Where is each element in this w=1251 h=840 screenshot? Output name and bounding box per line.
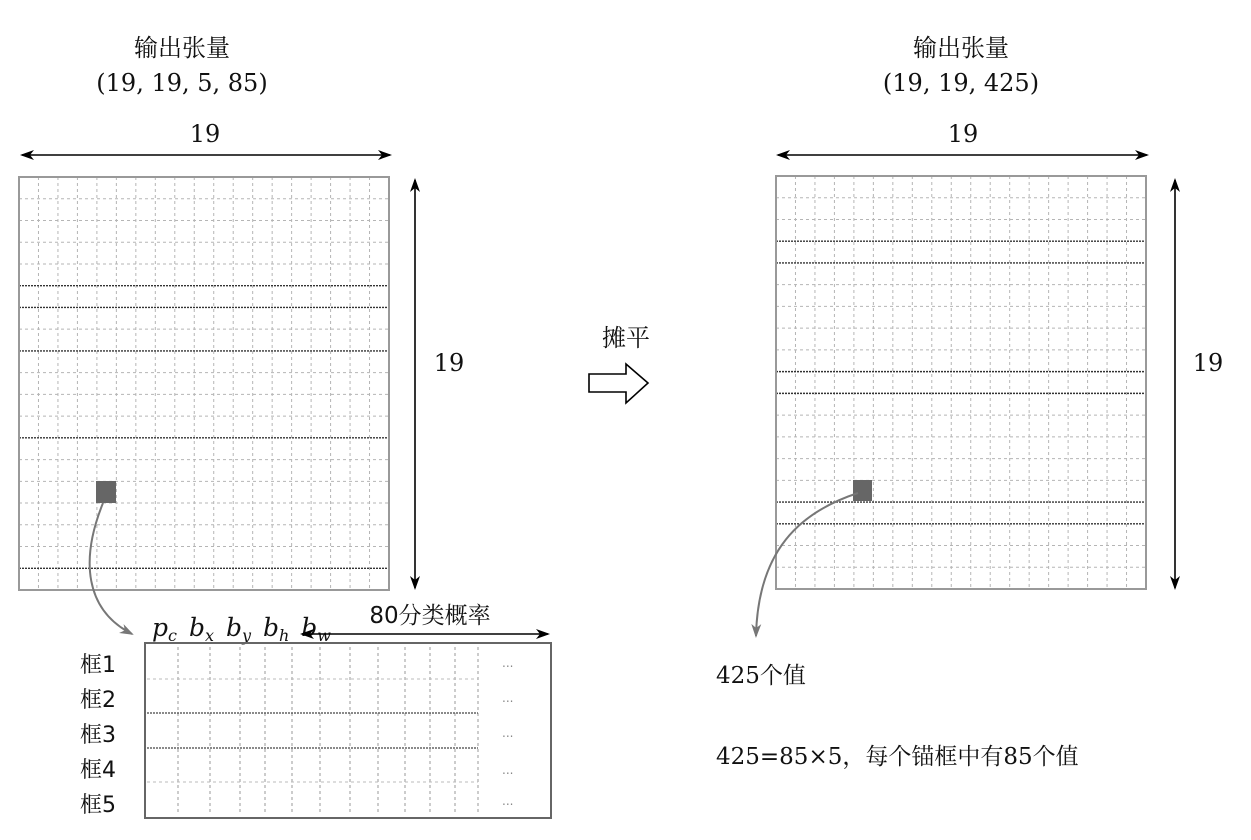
left-highlight-cell bbox=[96, 481, 116, 503]
right-width-label: 19 bbox=[947, 120, 979, 148]
row-ellipsis: ... bbox=[502, 656, 514, 670]
param-bw: b bbox=[301, 613, 318, 642]
row-ellipsis: ... bbox=[502, 691, 514, 705]
left-tensor bbox=[19, 34, 464, 634]
box-label: 框2 bbox=[80, 688, 116, 713]
right-connector-curve bbox=[756, 493, 858, 636]
right-shape: (19, 19, 425) bbox=[882, 69, 1040, 97]
detail-border bbox=[145, 643, 551, 818]
box-label: 框5 bbox=[80, 793, 116, 818]
param-by: b bbox=[225, 613, 242, 642]
param-pc-sub: c bbox=[168, 626, 177, 645]
param-bx: b bbox=[188, 613, 205, 642]
left-shape: (19, 19, 5, 85) bbox=[96, 69, 268, 97]
left-title: 输出张量 bbox=[134, 34, 230, 62]
param-by-sub: y bbox=[241, 626, 251, 645]
flatten-transform bbox=[589, 324, 650, 403]
left-grid-border bbox=[19, 177, 389, 590]
right-formula: 425=85×5，每个锚框中有85个值 bbox=[716, 744, 1079, 770]
flatten-arrow-icon bbox=[589, 364, 648, 403]
right-grid-border bbox=[776, 176, 1146, 589]
param-bw-sub: w bbox=[317, 626, 331, 645]
right-title: 输出张量 bbox=[913, 34, 1009, 62]
right-value-count: 425个值 bbox=[716, 663, 806, 689]
detail-grid bbox=[147, 647, 478, 814]
row-ellipsis: ... bbox=[502, 763, 514, 777]
box-label: 框3 bbox=[80, 723, 116, 748]
right-tensor bbox=[716, 34, 1223, 770]
right-height-label: 19 bbox=[1192, 349, 1224, 377]
left-width-label: 19 bbox=[189, 120, 221, 148]
param-labels bbox=[152, 613, 331, 647]
right-highlight-cell bbox=[853, 480, 872, 501]
flatten-label: 摊平 bbox=[602, 324, 650, 352]
box-label: 框1 bbox=[80, 653, 116, 678]
anchor-detail bbox=[80, 603, 551, 818]
right-grid bbox=[776, 176, 1146, 589]
row-ellipsis: ... bbox=[502, 726, 514, 740]
left-grid bbox=[19, 177, 389, 590]
row-ellipsis: ... bbox=[502, 794, 514, 808]
class-prob-label: 80分类概率 bbox=[369, 603, 491, 629]
param-bh-sub: h bbox=[278, 626, 290, 645]
param-bx-sub: x bbox=[204, 626, 214, 645]
left-height-label: 19 bbox=[433, 349, 465, 377]
param-pc: p bbox=[152, 613, 169, 642]
param-bh: b bbox=[262, 613, 279, 642]
box-label: 框4 bbox=[80, 758, 116, 783]
